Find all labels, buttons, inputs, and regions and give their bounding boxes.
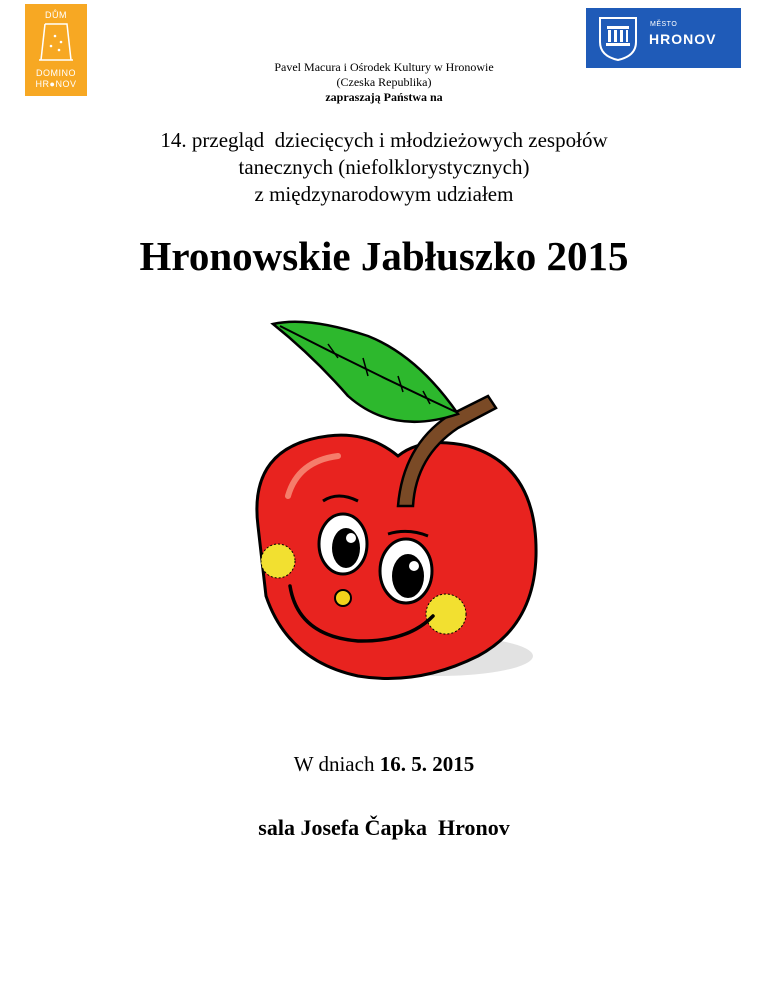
logo-domino-line1: DOMINO (36, 68, 76, 78)
organizers-line1: Pavel Macura i Ośrodek Kultury w Hronowie (274, 60, 494, 74)
event-date (0, 752, 768, 777)
logo-hronov-small-text: MĚSTO (650, 21, 678, 28)
logo-hronov-big-text: HRONOV (649, 31, 717, 47)
apple-illustration (218, 296, 550, 728)
organizers-block (0, 60, 768, 105)
mesto-hronov-logo (586, 8, 741, 68)
event-description (0, 127, 768, 208)
event-venue: sala Josefa Čapka Hronov (258, 815, 510, 840)
event-desc-line3: z międzynarodowym udziałem (254, 182, 514, 206)
organizers-invite: zapraszają Państwa na (325, 90, 443, 104)
organizers-line2: (Czeska Republika) (336, 75, 432, 89)
logo-domino-line2: HR●NOV (35, 79, 77, 89)
event-desc-line1: 14. przegląd dziecięcych i młodzieżowych zespołów (160, 128, 608, 152)
date-value: 16. 5. 2015 (379, 752, 475, 776)
date-prefix: W dniach (293, 752, 380, 776)
town-crest-icon (598, 16, 638, 62)
logo-domino-top-text: DŮM (45, 10, 67, 20)
event-desc-line2: tanecznych (niefolklorystycznych) (238, 155, 530, 179)
domino-house-icon (37, 22, 75, 62)
event-title: Hronowskie Jabłuszko 2015 (139, 233, 629, 279)
